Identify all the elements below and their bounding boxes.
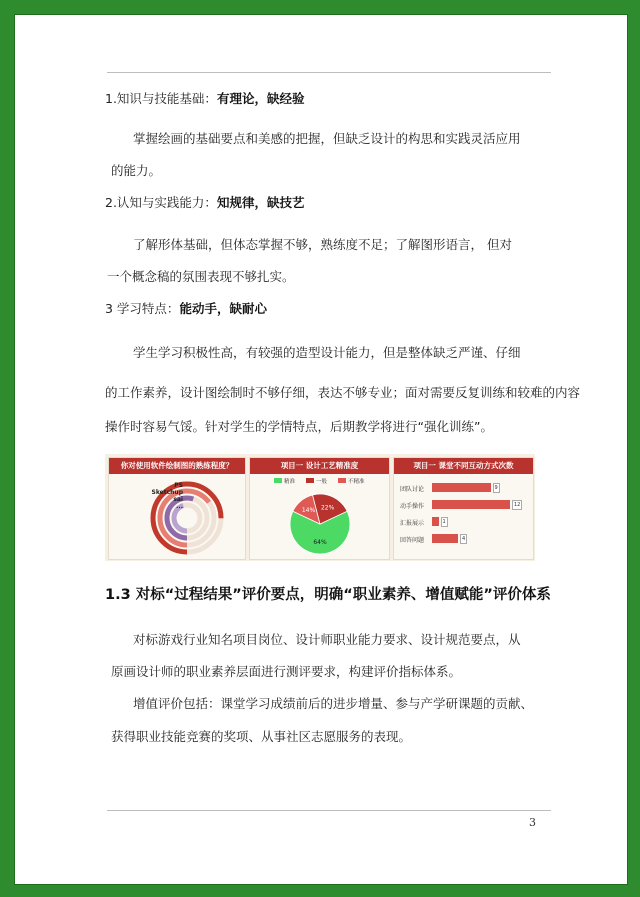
section-3-line-1: 学生学习积极性高，有较强的造型设计能力，但是整体缺乏严谨、仔细 [133, 345, 521, 360]
bar-category-label: 动手操作 [400, 503, 425, 510]
paragraph-4-line-2: 原画设计师的职业素养层面进行测评要求，构建评价指标体系。 [111, 664, 462, 679]
section-1-emphasis: 有理论，缺经验 [216, 91, 305, 106]
bar-row [400, 533, 530, 545]
bar-value-label: 1 [442, 519, 446, 525]
legend-label: 不精准 [348, 479, 365, 485]
section-2-line-2: 一个概念稿的氛围表现不够扎实。 [107, 269, 295, 284]
page-number: 3 [529, 816, 536, 829]
section-3-line-2: 的工作素养，设计图绘制时不够仔细，表达不够专业；面对需要反复训练和较难的内容 [105, 385, 581, 400]
interaction-panel [393, 457, 534, 560]
legend-label: 一般 [316, 479, 328, 485]
radial-label: ... [176, 503, 183, 510]
paragraph-5-line-2: 获得职业技能竞赛的奖项、从事社区志愿服务的表现。 [111, 729, 412, 744]
section-1-line-2: 的能力。 [111, 163, 162, 178]
legend-swatch [306, 478, 314, 483]
bar [432, 517, 439, 526]
section-1-line-1: 掌握绘画的基础要点和美感的把握，但缺乏设计的构思和实践灵活应用 [133, 131, 521, 146]
document-page [14, 14, 628, 885]
survey-figure [105, 454, 535, 561]
paragraph-4-line-1: 对标游戏行业知名项目岗位、设计师职业能力要求、设计规范要点，从 [133, 632, 521, 647]
section-3-line-3: 操作时容易气馁。针对学生的学情特点，后期教学将进行“强化训练”。 [105, 419, 493, 434]
bar-value-label: 4 [462, 536, 466, 542]
radial-label: PS [174, 482, 183, 489]
section-2-emphasis: 知规律，缺技艺 [216, 195, 305, 210]
bar-value-label: 9 [494, 485, 498, 491]
bar-row [400, 482, 530, 494]
pie-label: 64% [313, 539, 327, 546]
section-3-heading: 3 学习特点：能动手，缺耐心 [105, 301, 267, 316]
section-2-line-1: 了解形体基础，但体态掌握不够，熟练度不足；了解图形语言， 但对 [133, 237, 512, 252]
bar-row [400, 516, 530, 528]
radial-label: Sketchup [151, 489, 183, 496]
legend-swatch [274, 478, 282, 483]
section-3-emphasis: 能动手，缺耐心 [179, 301, 267, 316]
bar [432, 500, 510, 509]
bar-category-label: 回答问题 [400, 537, 425, 544]
bar-chart [394, 476, 533, 558]
section-1-3-heading: 1.3 对标“过程结果”评价要点，明确“职业素养、增值赋能”评价体系 [105, 587, 551, 603]
panel-2-title: 项目一 设计工艺精准度 [250, 458, 389, 474]
section-1-heading: 1.知识与技能基础：有理论，缺经验 [105, 91, 305, 106]
radial-label: sai [173, 496, 183, 503]
top-rule [107, 72, 551, 73]
bar-value-label: 12 [514, 502, 521, 508]
bar-category-label: 团队讨论 [400, 486, 425, 493]
panel-1-title: 你对使用软件绘制图的熟练程度？ [109, 458, 245, 474]
radial-bar-chart [109, 474, 245, 559]
paragraph-5-line-1: 增值评价包括：课堂学习成绩前后的进步增量、参与产学研课题的贡献、 [133, 696, 534, 711]
bar [432, 483, 491, 492]
bar [432, 534, 458, 543]
bottom-rule [107, 810, 551, 811]
legend-label: 精准 [284, 479, 296, 485]
pie-chart [250, 474, 389, 559]
software-proficiency-panel [108, 457, 246, 560]
legend-swatch [338, 478, 346, 483]
bar-category-label: 汇报展示 [400, 520, 425, 527]
precision-panel [249, 457, 390, 560]
section-2-heading: 2.认知与实践能力：知规律，缺技艺 [105, 195, 305, 210]
bar-row [400, 499, 530, 511]
pie-label: 22% [320, 504, 335, 512]
pie-label: 14% [301, 507, 316, 515]
panel-3-title: 项目一 课堂不同互动方式次数 [394, 458, 533, 474]
